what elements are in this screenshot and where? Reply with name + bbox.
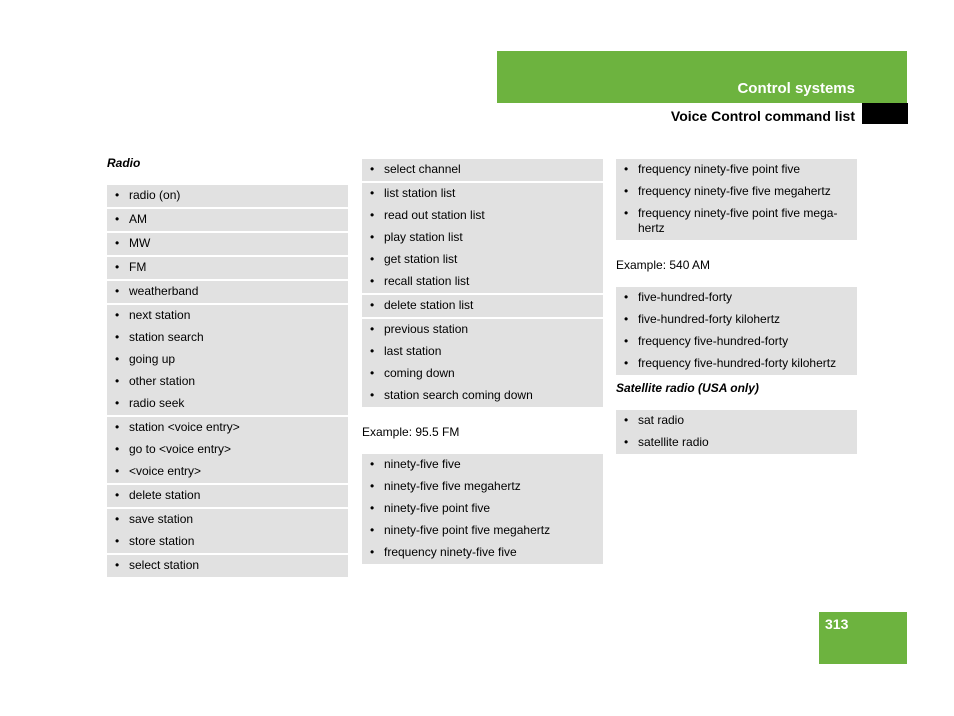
command-item: • five-hundred-forty kilohertz [616,309,857,331]
column-1 [107,152,348,579]
subsection-title: Voice Control command list [670,108,855,124]
command-item: • <voice entry> [107,461,348,483]
command-group [107,281,348,305]
command-group [107,257,348,281]
command-item: • play station list [362,227,603,249]
command-item: • recall station list [362,271,603,293]
command-item: • ninety-five point five megahertz [362,520,603,542]
command-group [362,159,603,183]
command-item: • radio seek [107,393,348,415]
command-item: • store station [107,531,348,553]
command-item: • list station list [362,183,603,205]
section-title: Control systems [737,80,855,97]
command-item: • AM [107,209,348,231]
command-item: • get station list [362,249,603,271]
command-item: • going up [107,349,348,371]
command-item: • radio (on) [107,185,348,207]
command-item: • frequency ninety-five five megahertz [616,181,857,203]
command-item: • read out station list [362,205,603,227]
thumb-tab [862,103,908,124]
command-item: • go to <voice entry> [107,439,348,461]
command-item: • five-hundred-forty [616,287,857,309]
command-group [107,233,348,257]
command-group [362,319,603,409]
command-item: • station search coming down [362,385,603,407]
command-item: • MW [107,233,348,255]
command-item: • frequency ninety-five point five [616,159,857,181]
page-number-box [819,612,907,664]
command-item: • weatherband [107,281,348,303]
command-item: • satellite radio [616,432,857,454]
command-group [107,305,348,417]
command-group [616,287,857,377]
command-item: • frequency five-hundred-forty [616,331,857,353]
command-item: • sat radio [616,410,857,432]
section-heading: Radio [107,156,141,170]
page-number: 313 [825,616,849,632]
command-group [107,555,348,579]
command-item: • select channel [362,159,603,181]
command-item: • station <voice entry> [107,417,348,439]
command-group [107,417,348,485]
command-group [362,295,603,319]
command-item: • select station [107,555,348,577]
command-item: • delete station [107,485,348,507]
command-item: • save station [107,509,348,531]
command-group [107,209,348,233]
command-item: • frequency ninety-five five [362,542,603,564]
command-item: • ninety-five five megahertz [362,476,603,498]
command-item: • frequency five-hundred-forty kilohertz [616,353,857,375]
command-item: • ninety-five five [362,454,603,476]
command-item: • FM [107,257,348,279]
command-group [616,159,857,242]
command-item: • ninety-five point five [362,498,603,520]
command-group [107,185,348,209]
column-2 [362,159,603,566]
example-label: Example: 95.5 FM [362,425,460,439]
example-label: Example: 540 AM [616,258,711,272]
command-group [616,410,857,456]
command-item: • last station [362,341,603,363]
column-3 [616,159,857,456]
command-item: • coming down [362,363,603,385]
command-group [362,454,603,566]
command-item: • delete station list [362,295,603,317]
command-group [107,485,348,509]
command-group [107,509,348,555]
command-item: • previous station [362,319,603,341]
command-item: • next station [107,305,348,327]
command-item: • frequency ninety-five point five mega-hertz [616,203,857,240]
section-heading: Satellite radio (USA only) [616,381,759,395]
command-item: • station search [107,327,348,349]
command-group [362,183,603,295]
command-item: • other station [107,371,348,393]
